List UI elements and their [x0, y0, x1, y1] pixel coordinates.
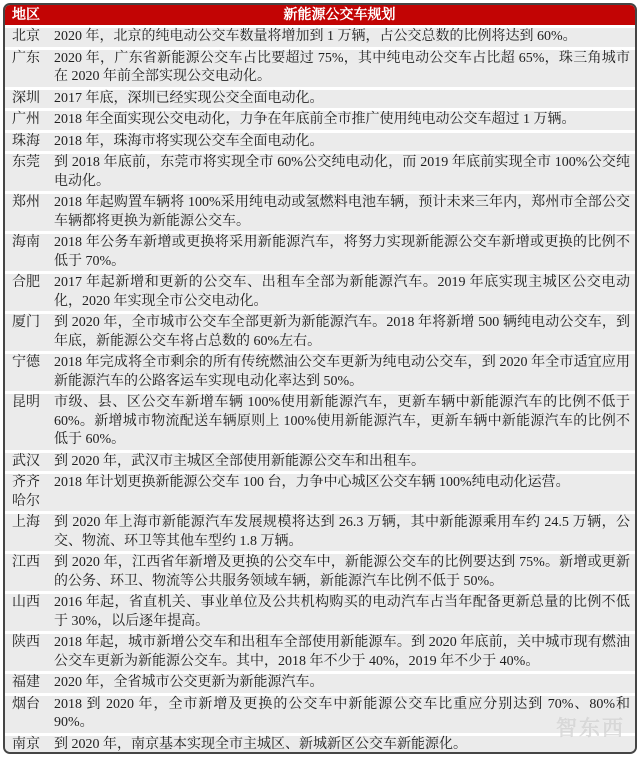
plan-cell: 到 2020 年，南京基本实现全市主城区、新城新区公交车新能源化。: [54, 736, 467, 752]
table-row-fujian: [5, 674, 635, 693]
region-cell: 齐齐哈尔: [12, 475, 40, 509]
region-cell: 珠海: [12, 133, 40, 149]
plan-cell: 2020 年，北京的纯电动公交车数量将增加到 1 万辆，占公交总数的比例将达到 60%。: [54, 29, 577, 44]
plan-cell: 2016 年起，省直机关、事业单位及公共机构购买的电动汽车占当年配备更新总量的比例不低于 30%，以后逐年提高。: [54, 595, 630, 629]
region-cell: 合肥: [12, 275, 40, 290]
plan-cell: 到 2020 年，全市城市公交车全部更新为新能源汽车。2018 年将新增 500 辆纯电动公交车，到年底，新能源公交车将占总数的 60%左右。: [54, 315, 630, 349]
table-body: [5, 25, 635, 754]
table-row-qiqihaer: [5, 474, 635, 511]
header-plan-label: 新能源公交车规划: [283, 7, 396, 23]
region-cell: 福建: [12, 675, 40, 690]
table-row-hefei: [5, 274, 635, 311]
table-row-wuhan: [5, 453, 635, 472]
table-header: [5, 5, 635, 25]
plan-cell: 市级、县、区公交车新增车辆 100%使用新能源汽车，更新车辆中新能源汽车的比例不低于 60%。新增城市物流配送车辆原则上 100%使用新能源汽车，更新车辆中新能源汽车的比例不低于 60%。: [54, 395, 630, 447]
table-row-beijing: [5, 28, 635, 47]
table-row-hainan: [5, 234, 635, 271]
table-row-shanxi: [5, 594, 635, 631]
region-cell: 武汉: [12, 453, 40, 469]
table-row-dongguan: [5, 154, 635, 191]
plan-cell: 2018 到 2020 年，全市新增及更换的公交车中新能源公交车比重应分别达到 70%、80%和 90%。: [54, 696, 630, 730]
plan-cell: 2017 年底，深圳已经实现公交全面电动化。: [54, 90, 324, 106]
table-row-xiamen: [5, 314, 635, 351]
plan-cell: 2018 年计划更换新能源公交车 100 台，力争中心城区公交车辆 100%纯电动化运营。: [54, 475, 570, 490]
plan-cell: 2018 年公务车新增或更换将采用新能源汽车，将努力实现新能源公交车新增或更换的比例不低于 70%。: [54, 235, 630, 269]
table-row-shenzhen: [5, 90, 635, 109]
plan-cell: 2018 年，珠海市将实现公交车全面电动化。: [54, 133, 324, 149]
region-cell: 北京: [12, 29, 40, 44]
region-cell: 昆明: [12, 395, 40, 410]
zhidongxi-watermark-logo: 智东西: [556, 716, 625, 740]
table-row-shaanxi: [5, 634, 635, 671]
region-cell: 江西: [12, 555, 40, 570]
table-row-ningde: [5, 354, 635, 391]
plan-cell: 2018 年全面实现公交电动化，力争在年底前全市推广使用纯电动公交车超过 1 万辆。: [54, 112, 576, 127]
table-row-shanghai: [5, 514, 635, 551]
region-cell: 广东: [12, 50, 40, 66]
table-row-zhuhai: [5, 133, 635, 152]
region-cell: 深圳: [12, 90, 40, 106]
region-cell: 宁德: [12, 355, 40, 370]
plan-cell: 到 2020 年，武汉市主城区全部使用新能源公交车和出租车。: [54, 453, 425, 469]
plan-cell: 到 2020 年，江西省年新增及更换的公交车中，新能源公交车的比例要达到 75%。新增或更新的公务、环卫、物流等公共服务领域车辆，新能源汽车比例不低于 50%。: [54, 555, 630, 589]
new-energy-bus-plan-table: [3, 3, 637, 754]
plan-cell: 2017 年起新增和更新的公交车、出租车全部为新能源汽车。2019 年底实现主城区公交电动化，2020 年实现全市公交电动化。: [54, 275, 630, 309]
region-cell: 南京: [12, 736, 40, 752]
plan-cell: 2018 年起购置车辆将 100%采用纯电动或氢燃料电池车辆，预计未来三年内，郑州市全部公交车辆都将更换为新能源公交车。: [54, 195, 630, 229]
plan-cell: 2018 年完成将全市剩余的所有传统燃油公交车更新为纯电动公交车，到 2020 年全市适宜应用新能源汽车的公路客运车实现电动化率达到 50%。: [54, 355, 630, 389]
table-row-nanjing: [5, 736, 635, 755]
region-cell: 上海: [12, 515, 40, 530]
plan-cell: 到 2018 年底前，东莞市将实现全市 60%公交纯电动化，而 2019 年底前实现全市 100%公交纯电动化。: [54, 155, 630, 189]
table-row-guangzhou: [5, 111, 635, 130]
region-cell: 山西: [12, 595, 40, 610]
region-cell: 陕西: [12, 635, 40, 650]
plan-cell: 到 2020 年上海市新能源汽车发展规模将达到 26.3 万辆，其中新能源乘用车约 24.5 万辆，公交、物流、环卫等其他车型约 1.8 万辆。: [54, 515, 630, 549]
region-cell: 东莞: [12, 155, 40, 170]
region-cell: 广州: [12, 112, 40, 127]
region-cell: 烟台: [12, 696, 40, 712]
region-cell: 郑州: [12, 195, 40, 210]
header-region-label: 地区: [12, 7, 40, 23]
region-cell: 厦门: [12, 315, 40, 330]
table-row-kunming: [5, 394, 635, 450]
table-row-guangdong: [5, 50, 635, 87]
plan-cell: 2018 年起，城市新增公交车和出租车全部使用新能源车。到 2020 年底前，关中城市现有燃油公交车更新为新能源公交车。其中，2018 年不少于 40%，2019 年不少于 40%。: [54, 635, 630, 669]
table-row-yantai: [5, 696, 635, 733]
table-row-zhengzhou: [5, 194, 635, 231]
plan-cell: 2020 年，广东省新能源公交车占比要超过 75%，其中纯电动公交车占比超 65%，珠三角城市在 2020 年前全部实现公交电动化。: [54, 50, 630, 84]
plan-cell: 2020 年，全省城市公交更新为新能源汽车。: [54, 675, 324, 690]
region-cell: 海南: [12, 235, 40, 250]
table-row-jiangxi: [5, 554, 635, 591]
